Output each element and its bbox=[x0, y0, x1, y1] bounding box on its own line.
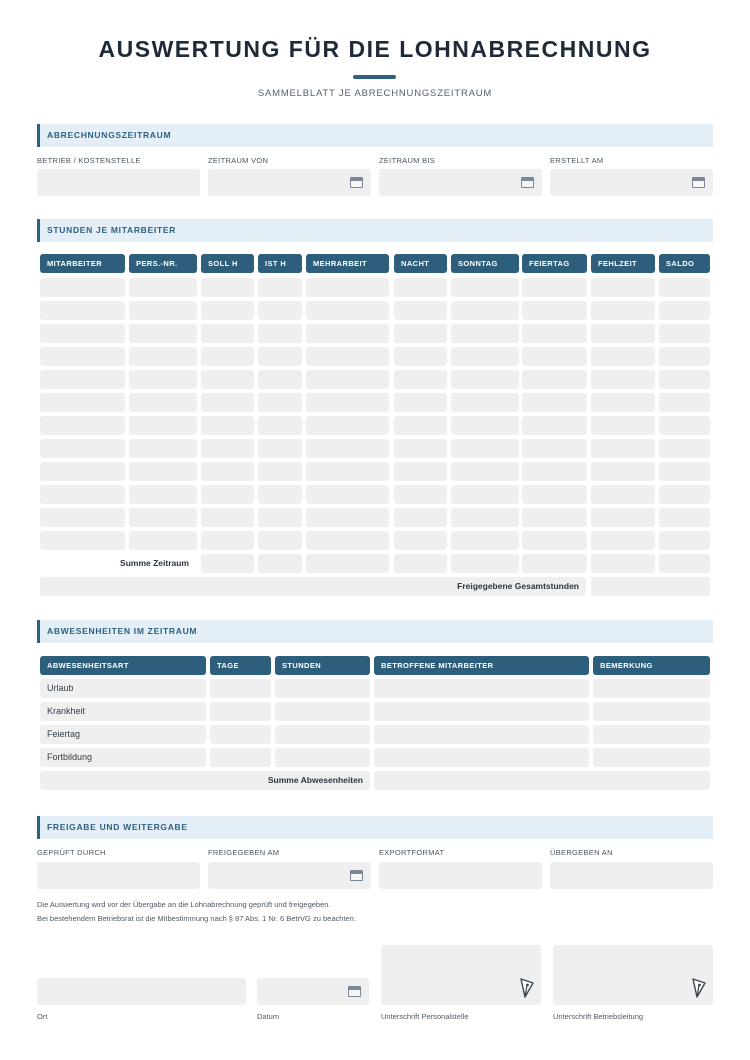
table-cell[interactable] bbox=[659, 485, 710, 504]
section-title-hours: STUNDEN JE MITARBEITER bbox=[37, 219, 713, 242]
table-cell[interactable] bbox=[394, 370, 447, 389]
sum-cell[interactable] bbox=[201, 554, 254, 573]
table-cell[interactable] bbox=[201, 462, 254, 481]
table-cell[interactable] bbox=[258, 393, 302, 412]
table-cell[interactable] bbox=[306, 324, 389, 343]
column-header: SOLL H bbox=[201, 254, 254, 273]
table-cell[interactable] bbox=[591, 462, 655, 481]
table-cell[interactable] bbox=[394, 508, 447, 527]
table-cell[interactable] bbox=[522, 278, 587, 297]
table-cell[interactable] bbox=[210, 748, 271, 767]
sum-cell[interactable] bbox=[659, 554, 710, 573]
table-cell[interactable] bbox=[40, 347, 125, 366]
sum-label: Summe Abwesenheiten bbox=[267, 775, 363, 785]
table-cell[interactable] bbox=[40, 416, 125, 435]
table-cell[interactable] bbox=[522, 393, 587, 412]
total-value-cell[interactable] bbox=[591, 577, 710, 596]
note-pruefung: Die Auswertung wird vor der Übergabe an die Lohnabrechnung geprüft und freigegeben. bbox=[37, 900, 331, 909]
table-cell[interactable] bbox=[40, 462, 125, 481]
sum-cell[interactable] bbox=[394, 554, 447, 573]
table-cell[interactable] bbox=[522, 324, 587, 343]
table-cell[interactable] bbox=[394, 301, 447, 320]
table-cell[interactable] bbox=[451, 393, 519, 412]
table-cell[interactable] bbox=[201, 278, 254, 297]
table-cell[interactable] bbox=[258, 531, 302, 550]
table-cell[interactable] bbox=[593, 748, 710, 767]
label-unterschrift-leitung: Unterschrift Betriebsleitung bbox=[553, 1012, 644, 1021]
table-cell[interactable] bbox=[451, 485, 519, 504]
table-cell[interactable] bbox=[374, 679, 589, 698]
absence-type-label: Feiertag bbox=[47, 729, 81, 739]
table-cell[interactable] bbox=[258, 370, 302, 389]
note-betriebsrat: Bei bestehendem Betriebsrat ist die Mitbestimmung nach § 87 Abs. 1 Nr. 6 BetrVG zu beachten. bbox=[37, 914, 356, 923]
absence-type-label: Fortbildung bbox=[47, 752, 93, 762]
label-freigegeben: FREIGEGEBEN AM bbox=[208, 848, 280, 857]
table-cell[interactable] bbox=[659, 278, 710, 297]
sum-value-cell[interactable] bbox=[374, 771, 710, 790]
label-betrieb: BETRIEB / KOSTENSTELLE bbox=[37, 156, 141, 165]
table-cell[interactable] bbox=[522, 370, 587, 389]
table-cell[interactable] bbox=[591, 301, 655, 320]
table-cell[interactable] bbox=[451, 370, 519, 389]
table-cell[interactable] bbox=[394, 485, 447, 504]
table-cell[interactable] bbox=[659, 508, 710, 527]
table-cell[interactable] bbox=[591, 393, 655, 412]
table-cell[interactable] bbox=[593, 679, 710, 698]
label-uebergeben: ÜBERGEBEN AN bbox=[550, 848, 613, 857]
table-cell[interactable] bbox=[374, 725, 589, 744]
calendar-icon[interactable] bbox=[350, 870, 363, 881]
table-cell[interactable] bbox=[40, 301, 125, 320]
label-ort: Ort bbox=[37, 1012, 48, 1021]
table-cell[interactable] bbox=[306, 439, 389, 458]
table-cell[interactable] bbox=[451, 324, 519, 343]
table-cell[interactable] bbox=[394, 278, 447, 297]
label-unterschrift-personal: Unterschrift Personalstelle bbox=[381, 1012, 469, 1021]
table-cell[interactable] bbox=[258, 439, 302, 458]
table-cell[interactable] bbox=[659, 301, 710, 320]
table-cell[interactable] bbox=[258, 347, 302, 366]
table-cell[interactable] bbox=[306, 370, 389, 389]
pen-icon bbox=[691, 977, 707, 999]
sum-cell[interactable] bbox=[591, 554, 655, 573]
sum-cell[interactable] bbox=[451, 554, 519, 573]
table-cell[interactable] bbox=[129, 324, 197, 343]
calendar-icon[interactable] bbox=[348, 986, 361, 997]
table-cell[interactable] bbox=[201, 508, 254, 527]
table-cell[interactable] bbox=[201, 324, 254, 343]
table-cell[interactable] bbox=[306, 301, 389, 320]
label-erstellt-am: ERSTELLT AM bbox=[550, 156, 604, 165]
table-cell[interactable] bbox=[659, 531, 710, 550]
table-cell[interactable] bbox=[522, 301, 587, 320]
sum-cell[interactable] bbox=[522, 554, 587, 573]
table-cell[interactable] bbox=[306, 393, 389, 412]
label-zeitraum-von: ZEITRAUM VON bbox=[208, 156, 269, 165]
table-cell[interactable] bbox=[394, 347, 447, 366]
sum-cell[interactable] bbox=[258, 554, 302, 573]
table-cell[interactable] bbox=[40, 485, 125, 504]
table-cell[interactable] bbox=[129, 393, 197, 412]
title-underline bbox=[353, 75, 396, 79]
table-cell[interactable] bbox=[522, 439, 587, 458]
calendar-icon[interactable] bbox=[350, 177, 363, 188]
label-datum: Datum bbox=[257, 1012, 280, 1021]
table-cell[interactable] bbox=[129, 370, 197, 389]
zeitraum-von-field[interactable] bbox=[208, 169, 371, 196]
column-header: MEHRARBEIT bbox=[306, 254, 389, 273]
table-cell[interactable] bbox=[210, 725, 271, 744]
table-cell[interactable] bbox=[258, 416, 302, 435]
table-cell[interactable] bbox=[659, 347, 710, 366]
erstellt-am-field[interactable] bbox=[550, 169, 713, 196]
column-header: FEHLZEIT bbox=[591, 254, 655, 273]
column-header: STUNDEN bbox=[275, 656, 370, 675]
table-cell[interactable] bbox=[659, 416, 710, 435]
exportformat-field[interactable] bbox=[379, 862, 542, 889]
table-cell[interactable] bbox=[591, 416, 655, 435]
table-cell[interactable] bbox=[201, 439, 254, 458]
table-cell[interactable] bbox=[129, 462, 197, 481]
table-cell[interactable] bbox=[275, 725, 370, 744]
absence-type-label: Krankheit bbox=[47, 706, 86, 716]
table-cell[interactable] bbox=[451, 301, 519, 320]
table-cell[interactable] bbox=[522, 347, 587, 366]
table-cell[interactable] bbox=[451, 462, 519, 481]
pen-icon bbox=[519, 977, 535, 999]
table-cell[interactable] bbox=[394, 531, 447, 550]
table-cell[interactable] bbox=[129, 485, 197, 504]
table-cell[interactable] bbox=[394, 462, 447, 481]
geprueft-field[interactable] bbox=[37, 862, 200, 889]
calendar-icon[interactable] bbox=[521, 177, 534, 188]
table-cell[interactable] bbox=[659, 462, 710, 481]
table-cell[interactable] bbox=[593, 702, 710, 721]
table-cell[interactable] bbox=[258, 508, 302, 527]
column-header: SONNTAG bbox=[451, 254, 519, 273]
column-header: PERS.-NR. bbox=[129, 254, 197, 273]
table-cell[interactable] bbox=[522, 462, 587, 481]
column-header: FEIERTAG bbox=[522, 254, 587, 273]
table-cell[interactable] bbox=[40, 393, 125, 412]
table-cell[interactable] bbox=[129, 278, 197, 297]
page-subtitle: SAMMELBLATT JE ABRECHNUNGSZEITRAUM bbox=[257, 88, 493, 99]
table-cell[interactable] bbox=[201, 370, 254, 389]
table-cell[interactable] bbox=[40, 370, 125, 389]
table-cell[interactable] bbox=[394, 439, 447, 458]
table-cell[interactable] bbox=[201, 347, 254, 366]
table-cell[interactable] bbox=[394, 324, 447, 343]
table-cell[interactable] bbox=[201, 531, 254, 550]
table-cell[interactable] bbox=[374, 702, 589, 721]
table-cell[interactable] bbox=[258, 301, 302, 320]
table-cell[interactable] bbox=[591, 531, 655, 550]
table-cell[interactable] bbox=[201, 416, 254, 435]
freigegeben-field[interactable] bbox=[208, 862, 371, 889]
label-geprueft: GEPRÜFT DURCH bbox=[37, 848, 106, 857]
table-cell[interactable] bbox=[394, 416, 447, 435]
sum-label: Summe Zeitraum bbox=[120, 558, 189, 568]
table-cell[interactable] bbox=[591, 324, 655, 343]
table-cell[interactable] bbox=[591, 508, 655, 527]
absence-type-label: Urlaub bbox=[47, 683, 74, 693]
table-cell[interactable] bbox=[210, 702, 271, 721]
table-cell[interactable] bbox=[275, 679, 370, 698]
table-cell[interactable] bbox=[258, 278, 302, 297]
table-cell[interactable] bbox=[451, 347, 519, 366]
table-cell[interactable] bbox=[129, 347, 197, 366]
table-cell[interactable] bbox=[306, 416, 389, 435]
table-cell[interactable] bbox=[40, 439, 125, 458]
total-label: Freigegebene Gesamtstunden bbox=[457, 581, 579, 591]
table-cell[interactable] bbox=[659, 393, 710, 412]
table-cell[interactable] bbox=[258, 462, 302, 481]
column-header: MITARBEITER bbox=[40, 254, 125, 273]
table-cell[interactable] bbox=[451, 439, 519, 458]
section-title-release: FREIGABE UND WEITERGABE bbox=[37, 816, 713, 839]
table-cell[interactable] bbox=[306, 508, 389, 527]
table-cell[interactable] bbox=[522, 531, 587, 550]
uebergeben-field[interactable] bbox=[550, 862, 713, 889]
table-cell[interactable] bbox=[374, 748, 589, 767]
table-cell[interactable] bbox=[210, 679, 271, 698]
column-header: SALDO bbox=[659, 254, 710, 273]
table-cell[interactable] bbox=[591, 278, 655, 297]
table-cell[interactable] bbox=[40, 324, 125, 343]
table-cell[interactable] bbox=[275, 702, 370, 721]
table-cell[interactable] bbox=[593, 725, 710, 744]
table-cell[interactable] bbox=[522, 485, 587, 504]
table-cell[interactable] bbox=[40, 508, 125, 527]
section-title-period: ABRECHNUNGSZEITRAUM bbox=[37, 124, 713, 147]
table-cell[interactable] bbox=[451, 531, 519, 550]
table-cell[interactable] bbox=[129, 508, 197, 527]
calendar-icon[interactable] bbox=[692, 177, 705, 188]
table-cell[interactable] bbox=[659, 370, 710, 389]
table-cell[interactable] bbox=[129, 416, 197, 435]
table-cell[interactable] bbox=[40, 531, 125, 550]
table-cell[interactable] bbox=[451, 508, 519, 527]
zeitraum-bis-field[interactable] bbox=[379, 169, 542, 196]
table-cell[interactable] bbox=[591, 439, 655, 458]
label-exportformat: EXPORTFORMAT bbox=[379, 848, 445, 857]
table-cell[interactable] bbox=[201, 301, 254, 320]
signature-personal-field[interactable] bbox=[381, 945, 541, 1005]
table-cell[interactable] bbox=[591, 485, 655, 504]
page-title: AUSWERTUNG FÜR DIE LOHNABRECHNUNG bbox=[98, 36, 652, 62]
table-cell[interactable] bbox=[522, 416, 587, 435]
datum-field[interactable] bbox=[257, 978, 369, 1005]
label-zeitraum-bis: ZEITRAUM BIS bbox=[379, 156, 436, 165]
table-cell[interactable] bbox=[394, 393, 447, 412]
section-title-absence: ABWESENHEITEN IM ZEITRAUM bbox=[37, 620, 713, 643]
table-cell[interactable] bbox=[659, 439, 710, 458]
signature-leitung-field[interactable] bbox=[553, 945, 713, 1005]
column-header: IST H bbox=[258, 254, 302, 273]
table-cell[interactable] bbox=[258, 485, 302, 504]
table-cell[interactable] bbox=[306, 347, 389, 366]
column-header: NACHT bbox=[394, 254, 447, 273]
table-cell[interactable] bbox=[306, 531, 389, 550]
table-cell[interactable] bbox=[451, 416, 519, 435]
table-cell[interactable] bbox=[201, 393, 254, 412]
table-cell[interactable] bbox=[306, 278, 389, 297]
column-header: ABWESENHEITSART bbox=[40, 656, 206, 675]
table-cell[interactable] bbox=[40, 278, 125, 297]
column-header: BEMERKUNG bbox=[593, 656, 710, 675]
table-cell[interactable] bbox=[659, 324, 710, 343]
table-cell[interactable] bbox=[129, 301, 197, 320]
table-cell[interactable] bbox=[201, 485, 254, 504]
table-cell[interactable] bbox=[522, 508, 587, 527]
column-header: BETROFFENE MITARBEITER bbox=[374, 656, 589, 675]
table-cell[interactable] bbox=[275, 748, 370, 767]
sum-cell[interactable] bbox=[306, 554, 389, 573]
table-cell[interactable] bbox=[129, 531, 197, 550]
betrieb-field[interactable] bbox=[37, 169, 200, 196]
column-header: TAGE bbox=[210, 656, 271, 675]
table-cell[interactable] bbox=[306, 485, 389, 504]
table-cell[interactable] bbox=[306, 462, 389, 481]
table-cell[interactable] bbox=[591, 370, 655, 389]
table-cell[interactable] bbox=[129, 439, 197, 458]
table-cell[interactable] bbox=[451, 278, 519, 297]
table-cell[interactable] bbox=[591, 347, 655, 366]
ort-field[interactable] bbox=[37, 978, 246, 1005]
table-cell[interactable] bbox=[258, 324, 302, 343]
